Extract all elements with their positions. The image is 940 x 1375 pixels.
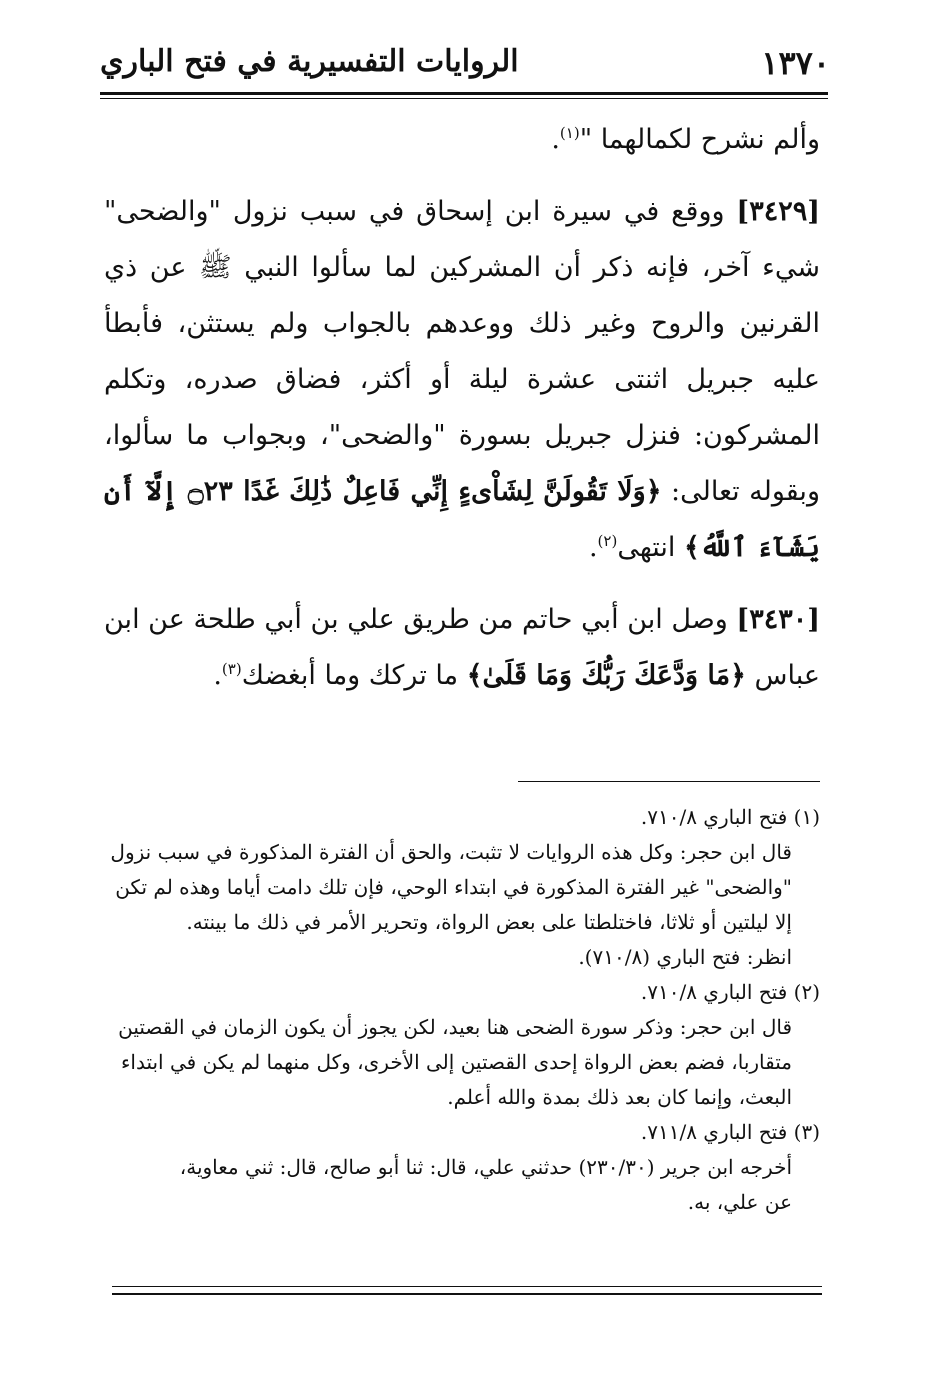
footnote-line: عن علي، به. (687, 1190, 792, 1214)
footnote-heading: (١) فتح الباري ٧١٠/٨. (640, 805, 820, 829)
footnote-line: "والضحى" غير الفترة المذكورة في ابتداء الوحي، فإن تلك دامت أياما وهذه لم تكن (115, 875, 792, 899)
footnote-line: متقاربا، فضم بعض الرواة إحدى القصتين إلى الأخرى، وكل منهما لم يكن في ابتداء (121, 1050, 792, 1074)
entry-text-end: انتهى (617, 532, 676, 563)
footnote-ref-3: (٣) (221, 660, 242, 678)
page-number: ١٣٧٠ (761, 44, 830, 82)
footnote-line: البعث، وإنما كان بعد ذلك بمدة والله أعلم. (447, 1085, 792, 1109)
footnote-heading: (٣) فتح الباري ٧١١/٨. (640, 1120, 820, 1144)
entry-text-end: ما تركك وما أبغضك (241, 660, 459, 691)
paragraph-end: . (551, 124, 560, 155)
footnote-ref-1: (١) (559, 124, 580, 142)
entry-text: وصل ابن أبي حاتم من طريق علي بن أبي طلحة عن ابن عباس (104, 604, 820, 691)
footnote-1 (106, 800, 820, 975)
running-title: الروايات التفسيرية في فتح الباري (100, 44, 519, 79)
page-header (100, 40, 830, 90)
footnote-line: قال ابن حجر: وذكر سورة الضحى هنا بعيد، لكن يجوز أن يكون الزمان في القصتين (118, 1015, 792, 1039)
quran-verse: ﴿وَلَا تَقُولَنَّ لِشَاْىءٍ إِنِّي فَاعِلٌ ذَٰلِكَ غَدًا ۝٢٣ إِلَّآ أَن يَشَآءَ ٱللَّهُ﴾ (104, 476, 820, 563)
footnote-separator (518, 781, 820, 782)
footnote-line: انظر: فتح الباري (٧١٠/٨). (578, 945, 792, 969)
quran-verse: ﴿مَا وَدَّعَكَ رَبُّكَ وَمَا قَلَىٰ﴾ (466, 660, 746, 691)
footnote-line: إلا ليلتين أو ثلاثا، فاختلطتا على بعض الرواة، وتحرير الأمر في ذلك ما بينته. (186, 910, 792, 934)
bottom-rule-thick (112, 1293, 822, 1295)
bottom-rule (112, 1286, 822, 1287)
entry-end: . (213, 660, 222, 691)
footnote-heading: (٢) فتح الباري ٧١٠/٨. (640, 980, 820, 1004)
footnote-body (106, 835, 820, 975)
footnotes (106, 800, 820, 1220)
entry-end: . (588, 532, 598, 563)
paragraph-text: وألم نشرح لكمالهما " (579, 124, 820, 155)
header-rule-thin (100, 98, 828, 99)
entry-3429 (104, 184, 820, 576)
continuation-paragraph (104, 112, 820, 168)
main-text (104, 112, 820, 704)
entry-text: ووقع في سيرة ابن إسحاق في سبب نزول "والضحى" شيء آخر، فإنه ذكر أن المشركين لما سألوا النبي ﷺ عن ذي القرنين والروح وغير ذلك ووعدهم بالجواب ولم يستثن، فأبطأ عليه جبريل اثنتى عشرة ليلة أو أكثر، فضاق صدره، وتكلم المشركون: فنزل جبريل بسورة "والضحى"، وبجواب ما سألوا، وبقوله تعالى: (104, 196, 820, 507)
header-rule (100, 92, 828, 95)
footnote-ref-2: (٢) (597, 532, 618, 550)
footnote-body (106, 1150, 820, 1220)
footnote-line: أخرجه ابن جرير (٢٣٠/٣٠) حدثني علي، قال: ثنا أبو صالح، قال: ثني معاوية، (179, 1155, 792, 1179)
entry-number: [٣٤٢٩] (736, 196, 820, 227)
entry-number: [٣٤٣٠] (736, 604, 820, 635)
footnote-3 (106, 1115, 820, 1220)
footnote-line: قال ابن حجر: وكل هذه الروايات لا تثبت، والحق أن الفترة المذكورة في سبب نزول (110, 840, 792, 864)
entry-3430 (104, 592, 820, 704)
footnote-body (106, 1010, 820, 1115)
footnote-2 (106, 975, 820, 1115)
